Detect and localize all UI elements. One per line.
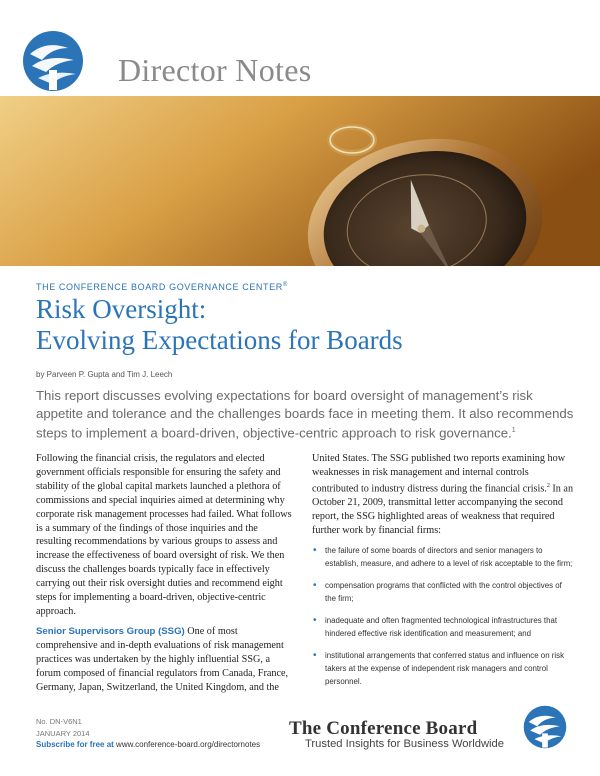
publication-date: JANUARY 2014 bbox=[36, 729, 90, 738]
cover-photo-compass bbox=[0, 96, 600, 266]
subscribe-link[interactable]: www.conference-board.org/directornotes bbox=[116, 740, 261, 749]
torch-globe-icon bbox=[523, 705, 567, 749]
section-subhead: Senior Supervisors Group (SSG) bbox=[36, 625, 185, 637]
footnote-ref-2: 2 bbox=[546, 482, 550, 489]
footnote-ref-1: 1 bbox=[511, 427, 516, 434]
org-wordmark: The Conference Board bbox=[289, 718, 478, 739]
paragraph: United States. The SSG published two reports examining how weaknesses in risk management and internal controls contributed to industry distress during the financial crisis.$^2$ In an October 21, 2009, transmittal letter accompanying the second report, the SSG highlighted areas of weakness that required further work by financial firms: bbox=[312, 453, 574, 536]
org-tagline: Trusted Insights for Business Worldwide bbox=[305, 738, 504, 750]
paragraph: Senior Supervisors Group (SSG) One of most comprehensive and in-depth evaluations of risk management practices was undertaken by the highly influential SSG, a forum composed of financial regulators from Canada, France, Germany, Japan, Switzerland, the United Kingdom, and the bbox=[36, 625, 289, 693]
page-title bbox=[36, 294, 556, 356]
series-title: Director Notes bbox=[118, 52, 312, 88]
list-item: • compensation programs that conflicted with the control objectives of the firm; bbox=[312, 579, 574, 605]
list-item: • inadequate and often fragmented technological infrastructures that hindered effective risk identification and measurement; and bbox=[312, 614, 574, 640]
list-item: • the failure of some boards of directors and senior managers to establish, measure, and adhere to a level of risk acceptable to the firm; bbox=[312, 544, 574, 570]
list-item: • institutional arrangements that conferred status and influence on risk takers at the expense of independent risk managers and control personnel. bbox=[312, 649, 574, 688]
body-column-left bbox=[36, 452, 294, 700]
body-column-right bbox=[312, 452, 574, 697]
document-number: No. DN-V6N1 bbox=[36, 717, 82, 726]
document-meta bbox=[36, 716, 90, 740]
title-line-2: Evolving Expectations for Boards bbox=[36, 325, 403, 355]
intro-summary: This report discusses evolving expectations for board oversight of management’s risk appetite and tolerance and the challenges boards face in meeting them. It also recommends steps to implement a board-driven, objective-centric approach to risk governance.$^1$ bbox=[36, 388, 574, 441]
weakness-list bbox=[312, 544, 574, 688]
subscribe-line bbox=[36, 740, 260, 749]
kicker-label: THE CONFERENCE BOARD GOVERNANCE CENTER® bbox=[36, 282, 288, 292]
subscribe-label: Subscribe for free at bbox=[36, 740, 114, 749]
torch-globe-icon bbox=[22, 30, 84, 92]
title-line-1: Risk Oversight: bbox=[36, 294, 207, 324]
paragraph: Following the financial crisis, the regulators and elected government officials responsible for ensuring the safety and stability of the global capital markets launched a plethora of commissions and special inquiries aimed at determining why corporate risk management processes had failed. What follows is a summary of the findings of those inquiries and the resulting recommendations by various groups to assess and increase the effectiveness of board oversight of risk. We then discuss the challenges boards typically face in effectively carrying out their risk oversight duties and recommend eight steps for implementing a board-driven, objective-centric approach. bbox=[36, 453, 292, 617]
byline: by Parveen P. Gupta and Tim J. Leech bbox=[36, 370, 173, 379]
